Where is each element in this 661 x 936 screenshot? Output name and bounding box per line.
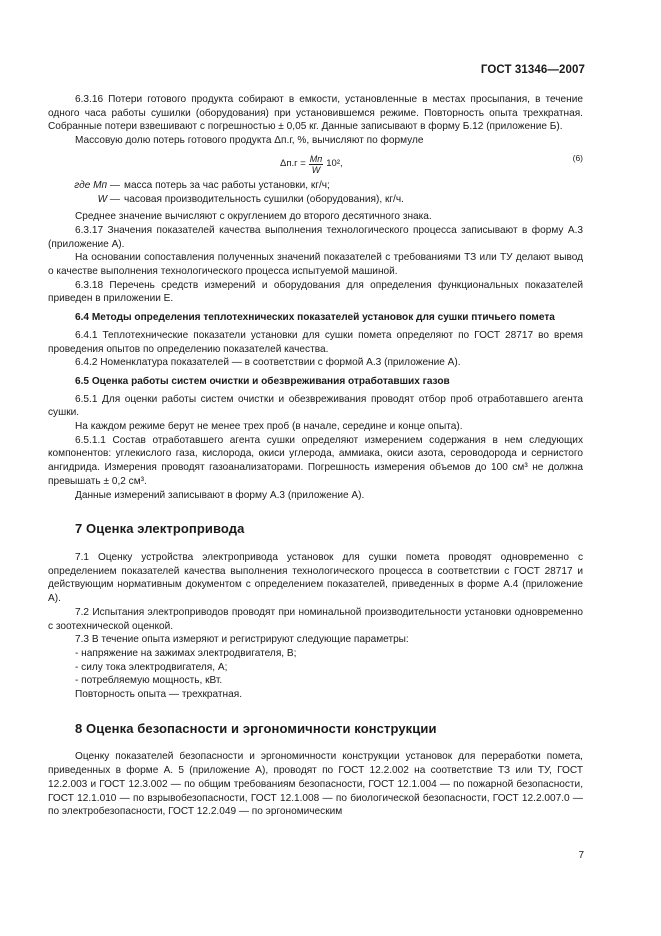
list-item: - силу тока электродвигателя, А; [75, 661, 228, 673]
section-heading-7: 7 Оценка электропривода [75, 521, 245, 537]
legend-symbol: где Mп — [74, 179, 120, 191]
formula-legend [48, 179, 583, 206]
paragraph-7-3-repeat: Повторность опыта — трехкратная. [75, 689, 243, 701]
paragraph-6-3-18: 6.3.18 Перечень средств измерений и оборудования для определения функциональных показателей приведен в приложении Е. [48, 279, 583, 305]
paragraph-6-5-1-1: 6.5.1.1 Состав отработавшего агента сушки определяют измерением содержания в нем следующих компонентов: углекислого газа, кислорода, окиси углерода, аммиака, окиси азота, сероводорода и сернистого ангидрида. Измерения проводят газоанализаторами. Погрешность измерения объемов до 100 см³ не должна превышать ± 0,2 см³. [48, 434, 583, 487]
legend-text: масса потерь за час работы установки, кг/ч; [124, 179, 330, 191]
paragraph-7-3: 7.3 В течение опыта измеряют и регистрируют следующие параметры: [75, 634, 409, 646]
paragraph-6-4-2: 6.4.2 Номенклатура показателей — в соответствии с формой А.3 (приложение А). [75, 357, 461, 369]
formula-6 [48, 152, 583, 176]
formula-denominator: W [311, 164, 321, 175]
legend-row [48, 179, 583, 193]
legend-symbol: W — [97, 193, 120, 205]
formula-expression [280, 154, 343, 175]
formula-lhs: Δп.г = [280, 158, 306, 170]
paragraph-6-3-17: 6.3.17 Значения показателей качества выполнения технологического процесса записывают в форму А.3 (приложение А). [48, 224, 583, 250]
paragraph-8: Оценку показателей безопасности и эргономичности конструкции установок для переработки помета, приведенных в форме А. 5 (приложение А), проводят по ГОСТ 12.2.002 на соответствие ТЗ или ТУ, ГОСТ 12.2.003 и ГОСТ 12.3.002 — по общим требованиям безопасности, ГОСТ 12.1.004 — по пожарной безопасности, ГОСТ 12.1.010 — по взрывобезопасности, ГОСТ 12.1.008 — по биологической безопасности, ГОСТ 12.2.007.0 — по электробезопасности, ГОСТ 12.2.049 — по эргономическим [48, 751, 583, 818]
legend-text: часовая производительность сушилки (оборудования), кг/ч. [124, 193, 404, 205]
section-heading-8: 8 Оценка безопасности и эргономичности конструкции [75, 720, 437, 736]
subsection-heading-6-5: 6.5 Оценка работы систем очистки и обезвреживания отработавших газов [75, 375, 450, 387]
subsection-heading-6-4: 6.4 Методы определения теплотехнических показателей установок для сушки птичьего помета [75, 312, 555, 324]
formula-fraction [309, 154, 323, 175]
paragraph-6-3-16-formula-intro: Массовую долю потерь готового продукта Δп.г, %, вычисляют по формуле [75, 135, 424, 147]
paragraph-7-1: 7.1 Оценку устройства электропривода установок для сушки помета проводят одновременно с определением показателей качества выполнения технологического процесса в соответствии с ГОСТ 28717 и действующим нормативным документом с определением показателей, приведенных в форме А.4 (приложение А). [48, 551, 583, 605]
paragraph-rounding: Среднее значение вычисляют с округлением до второго десятичного знака. [75, 211, 432, 223]
paragraph-6-5-1-samples: На каждом режиме берут не менее трех проб (в начале, середине и конце опыта). [75, 421, 463, 433]
list-item: - напряжение на зажимах электродвигателя, В; [75, 647, 297, 659]
formula-numerator: Mп [309, 153, 323, 164]
list-item: - потребляемую мощность, кВт. [75, 675, 223, 687]
paragraph-6-3-17-conclusion: На основании сопоставления полученных значений показателей с требованиями ТЗ или ТУ делают вывод о качестве выполнения технологического процесса испытуемой машиной. [48, 252, 583, 278]
legend-row [48, 193, 583, 207]
formula-rhs: 10², [326, 158, 343, 170]
formula-number: (6) [572, 152, 583, 163]
document-code: ГОСТ 31346—2007 [480, 64, 585, 76]
paragraph-6-5-1-1-record: Данные измерений записывают в форму А.3 (приложение А). [75, 489, 365, 501]
paragraph-6-4-1: 6.4.1 Теплотехнические показатели установки для сушки помета определяют по ГОСТ 28717 во время проведения опытов по определению показателей качества. [48, 329, 583, 355]
document-body [48, 93, 583, 819]
paragraph-7-2: 7.2 Испытания электроприводов проводят при номинальной производительности установки одновременно с зоотехнической оценкой. [48, 606, 583, 632]
page-number: 7 [578, 850, 584, 861]
paragraph-6-3-16: 6.3.16 Потери готового продукта собирают в емкости, установленные в местах просыпания, в течение одного часа работы сушилки (оборудования) при установившемся режиме. Повторность опыта трехкратная. Собранные потери взвешивают с погрешностью ± 0,05 кг. Данные записывают в форму Б.12 (приложение Б). [48, 94, 583, 133]
paragraph-6-5-1: 6.5.1 Для оценки работы систем очистки и обезвреживания проводят отбор проб отработавшего агента сушки. [48, 393, 583, 419]
